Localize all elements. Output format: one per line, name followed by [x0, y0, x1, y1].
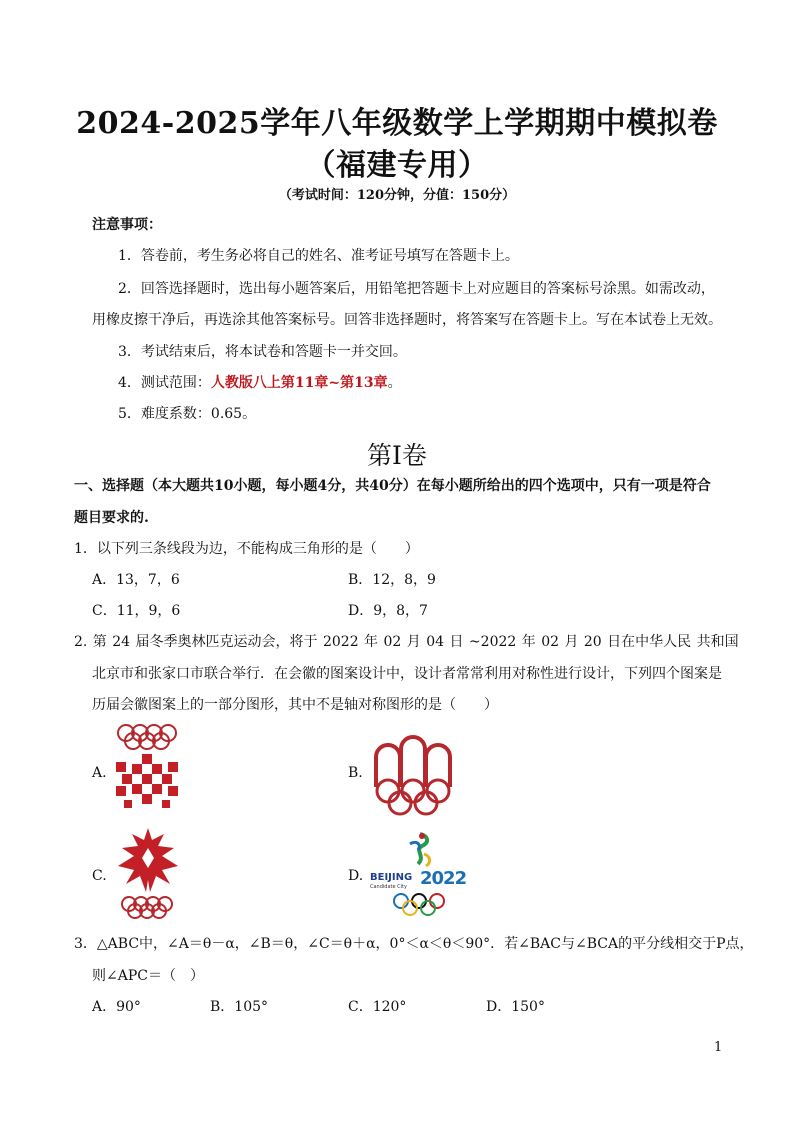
beijing-figure-icon	[400, 830, 440, 870]
q1-option-d: D．9，8，7	[348, 603, 428, 619]
note-item-3: 3．考试结束后，将本试卷和答题卡一并交回。	[118, 344, 407, 360]
section-heading: 第Ⅰ卷	[367, 441, 427, 470]
beijing-wordmark: BEIJING	[370, 872, 413, 883]
q2-stem-c: 历届会徽图案上的一部分图形，其中不是轴对称图形的是（ ）	[92, 697, 498, 713]
q1-stem: 1．以下列三条线段为边，不能构成三角形的是（ ）	[74, 541, 419, 557]
q3-option-d: D．150°	[486, 999, 545, 1015]
q2-stem-a: 2. 第 24 届冬季奥林匹克运动会，将于 2022 年 02 月 04 日 ~2022 年 02 月 20 日在中华人民 共和国	[74, 634, 739, 650]
notes-heading: 注意事项：	[92, 217, 162, 233]
page-number: 1	[714, 1040, 723, 1055]
test-scope: 人教版八上第11章~第13章	[210, 375, 388, 391]
olympic-rings-icon	[392, 892, 446, 918]
note-item-4-label: 4．测试范围：	[118, 375, 211, 391]
note-item-4	[118, 373, 402, 393]
q3-option-c: C．120°	[348, 999, 407, 1015]
year-wordmark: 2022	[420, 868, 467, 889]
emblem-c-icon	[112, 826, 184, 920]
q3-stem-b: 则∠APC＝（ ）	[92, 968, 204, 984]
q1-option-b: B．12，8，9	[348, 572, 436, 588]
q2-option-b: B.	[348, 765, 363, 781]
emblem-b-icon	[368, 735, 458, 817]
note-item-5: 5．难度系数：0.65。	[118, 406, 257, 422]
note-item-2b: 用橡皮擦干净后，再选涂其他答案标号。回答非选择题时，将答案写在答题卡上。写在本试卷上无效。	[92, 312, 722, 328]
candidate-city-text: Candidate City	[370, 884, 407, 890]
q1-option-a: A．13，7，6	[92, 572, 180, 588]
note-item-4-end: 。	[387, 375, 402, 391]
q3-option-a: A．90°	[92, 999, 141, 1015]
page-subtitle: （福建专用）	[305, 148, 489, 183]
q2-option-a: A.	[92, 765, 107, 781]
q2-stem-b: 北京市和张家口市联合举行．在会徽的图案设计中，设计者常常利用对称性进行设计，下列四个图案是	[92, 666, 722, 682]
emblem-a-icon	[112, 722, 182, 818]
section-intro-a: 一、选择题（本大题共10小题，每小题4分，共40分）在每小题所给出的四个选项中，只有一项是符合	[74, 478, 711, 494]
exam-info: （考试时间：120分钟，分值：150分）	[278, 188, 516, 203]
emblem-d	[370, 830, 466, 920]
q1-option-c: C．11，9，6	[92, 603, 181, 619]
note-item-2a: 2．回答选择题时，选出每小题答案后，用铅笔把答题卡上对应题目的答案标号涂黑。如需改动，	[118, 281, 715, 297]
page-title: 2024-2025学年八年级数学上学期期中模拟卷	[76, 106, 718, 141]
section-intro-b: 题目要求的.	[74, 510, 149, 526]
q3-option-b: B．105°	[210, 999, 269, 1015]
q2-option-d: D.	[348, 868, 364, 884]
note-item-1: 1．答卷前，考生务必将自己的姓名、准考证号填写在答题卡上。	[118, 248, 519, 264]
q3-stem-a: 3．△ABC中，∠A＝θ－α，∠B＝θ，∠C＝θ＋α，0°＜α＜θ＜90°．若∠BAC与∠BCA的平分线相交于P点，	[74, 936, 754, 952]
q2-option-c: C.	[92, 868, 107, 884]
